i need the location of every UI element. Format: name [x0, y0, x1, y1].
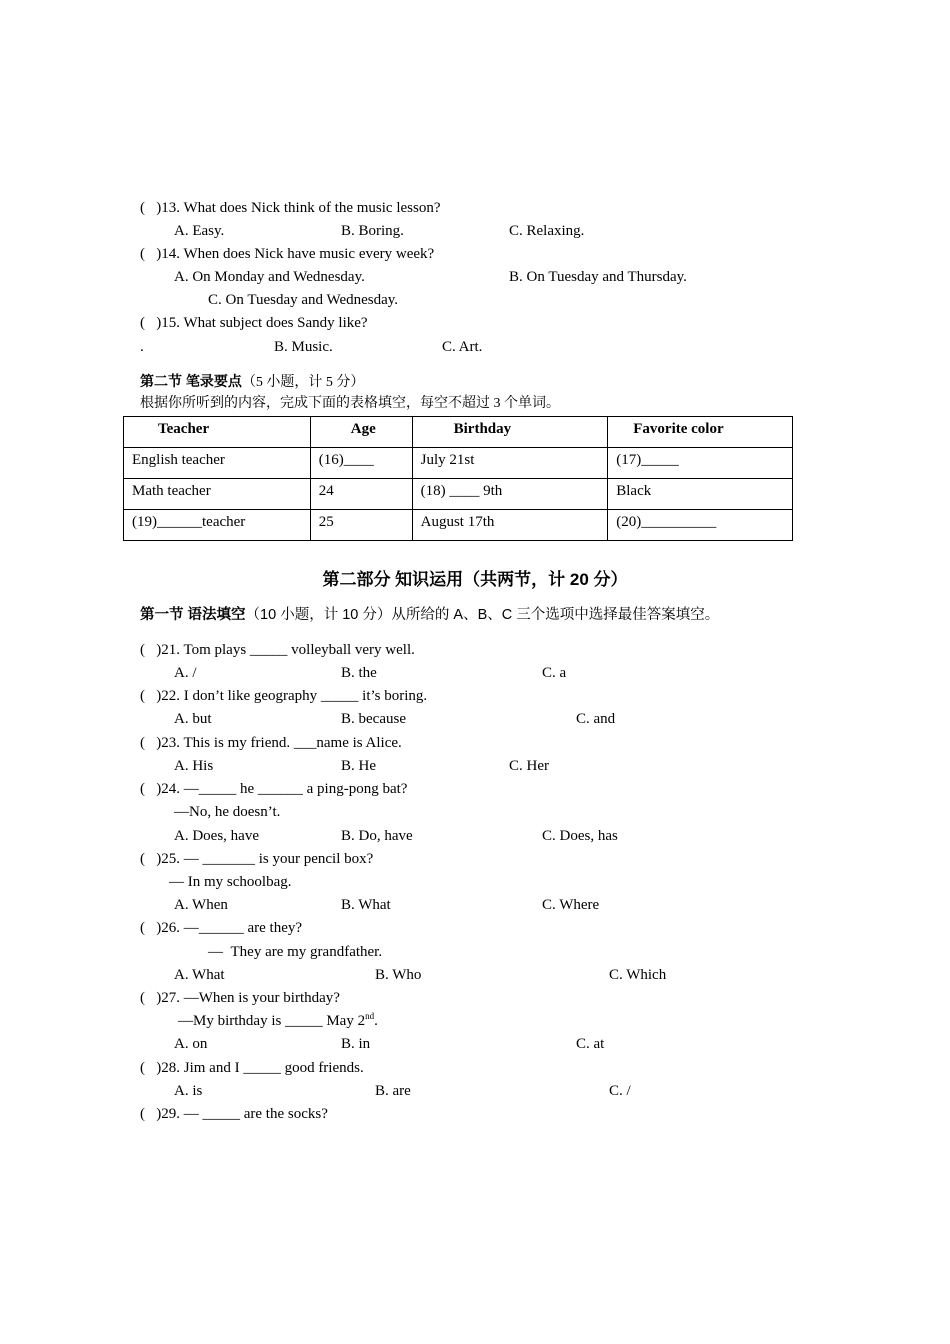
question-13-stem: ( )13. What does Nick think of the music lesson? [140, 200, 441, 216]
question-27-option-a: A. on [174, 1036, 208, 1052]
question-25-stem: ( )25. — _______ is your pencil box? [140, 851, 374, 867]
question-27-stem: ( )27. —When is your birthday? [140, 990, 340, 1006]
question-26-option-a: A. What [174, 967, 225, 983]
table-cell: July 21st [412, 448, 608, 479]
table-cell: Math teacher [124, 479, 311, 510]
header-favorite-color: Favorite color [608, 417, 793, 448]
table-cell: (18) ____ 9th [412, 479, 608, 510]
question-28-option-c: C. / [609, 1083, 631, 1099]
question-21-option-c: C. a [542, 665, 567, 681]
question-15-option-a: . [140, 339, 144, 355]
question-14-option-a: A. On Monday and Wednesday. [174, 269, 365, 285]
question-25-option-a: A. When [174, 897, 228, 913]
question-26-option-c: C. Which [609, 967, 667, 983]
question-23-option-a: A. His [174, 758, 214, 774]
table-cell: (19)______teacher [124, 510, 311, 541]
header-age: Age [310, 417, 412, 448]
question-14-option-c: C. On Tuesday and Wednesday. [208, 292, 399, 308]
section-2-title-rest: （5 小题，计 5 分） [241, 375, 365, 390]
question-13-option-a: A. Easy. [174, 223, 225, 239]
table-header-row [124, 417, 793, 448]
table-cell: 25 [310, 510, 412, 541]
question-21-stem: ( )21. Tom plays _____ volleyball very well. [140, 642, 415, 658]
grammar-section-title [140, 605, 719, 625]
table-cell: Black [608, 479, 793, 510]
table-row [124, 479, 793, 510]
question-26-stem: ( )26. —______ are they? [140, 920, 303, 936]
question-21-option-b: B. the [341, 665, 377, 681]
table-cell: English teacher [124, 448, 311, 479]
question-25-reply: — In my schoolbag. [169, 874, 292, 890]
section-2-title-bold: 第二节 笔录要点 [140, 373, 242, 389]
table-cell: (20)__________ [608, 510, 793, 541]
question-26-reply: — They are my grandfather. [208, 944, 383, 960]
question-21-option-a: A. / [174, 665, 197, 681]
question-23-option-c: C. Her [509, 758, 549, 774]
question-22-option-a: A. but [174, 711, 212, 727]
table-cell: 24 [310, 479, 412, 510]
question-27-reply-end: . [374, 1013, 378, 1029]
header-teacher: Teacher [124, 417, 311, 448]
question-28-stem: ( )28. Jim and I _____ good friends. [140, 1060, 364, 1076]
table-row [124, 448, 793, 479]
question-27-option-c: C. at [576, 1036, 605, 1052]
question-13-option-c: C. Relaxing. [509, 223, 585, 239]
question-25-option-b: B. What [341, 897, 391, 913]
question-22-stem: ( )22. I don’t like geography _____ it’s boring. [140, 688, 428, 704]
question-28-option-a: A. is [174, 1083, 203, 1099]
question-23-option-b: B. He [341, 758, 376, 774]
question-28-option-b: B. are [375, 1083, 411, 1099]
grammar-section-title-rest: （10 小题，计 10 分）从所给的 A、B、C 三个选项中选择最佳答案填空。 [245, 607, 720, 623]
question-27-reply-superscript: nd [365, 1011, 375, 1021]
question-27-option-b: B. in [341, 1036, 371, 1052]
question-27-reply [178, 1011, 378, 1031]
question-23-stem: ( )23. This is my friend. ___name is Alice. [140, 735, 402, 751]
notes-table [123, 416, 793, 541]
question-24-stem: ( )24. —_____ he ______ a ping-pong bat? [140, 781, 408, 797]
question-13-option-b: B. Boring. [341, 223, 404, 239]
question-24-option-c: C. Does, has [542, 828, 618, 844]
question-22-option-c: C. and [576, 711, 616, 727]
question-14-option-b: B. On Tuesday and Thursday. [509, 269, 687, 285]
section-2-title [140, 371, 364, 391]
part-2-title: 第二部分 知识运用（共两节，计 20 分） [322, 570, 628, 589]
question-22-option-b: B. because [341, 711, 406, 727]
question-15-option-b: B. Music. [274, 339, 333, 355]
header-birthday: Birthday [412, 417, 608, 448]
question-24-reply: —No, he doesn’t. [174, 804, 281, 820]
question-15-option-c: C. Art. [442, 339, 483, 355]
table-cell: (16)____ [310, 448, 412, 479]
grammar-section-title-bold: 第一节 语法填空 [140, 607, 246, 623]
section-2-instruction: 根据你所听到的内容，完成下面的表格填空，每空不超过 3 个单词。 [140, 396, 560, 411]
question-29-stem: ( )29. — _____ are the socks? [140, 1106, 328, 1122]
question-25-option-c: C. Where [542, 897, 600, 913]
table-cell: August 17th [412, 510, 608, 541]
table-row [124, 510, 793, 541]
table-cell: (17)_____ [608, 448, 793, 479]
question-14-stem: ( )14. When does Nick have music every week? [140, 246, 435, 262]
question-26-option-b: B. Who [375, 967, 422, 983]
question-24-option-a: A. Does, have [174, 828, 259, 844]
question-15-stem: ( )15. What subject does Sandy like? [140, 315, 368, 331]
question-24-option-b: B. Do, have [341, 828, 413, 844]
question-27-reply-text: —My birthday is _____ May 2 [178, 1013, 366, 1029]
